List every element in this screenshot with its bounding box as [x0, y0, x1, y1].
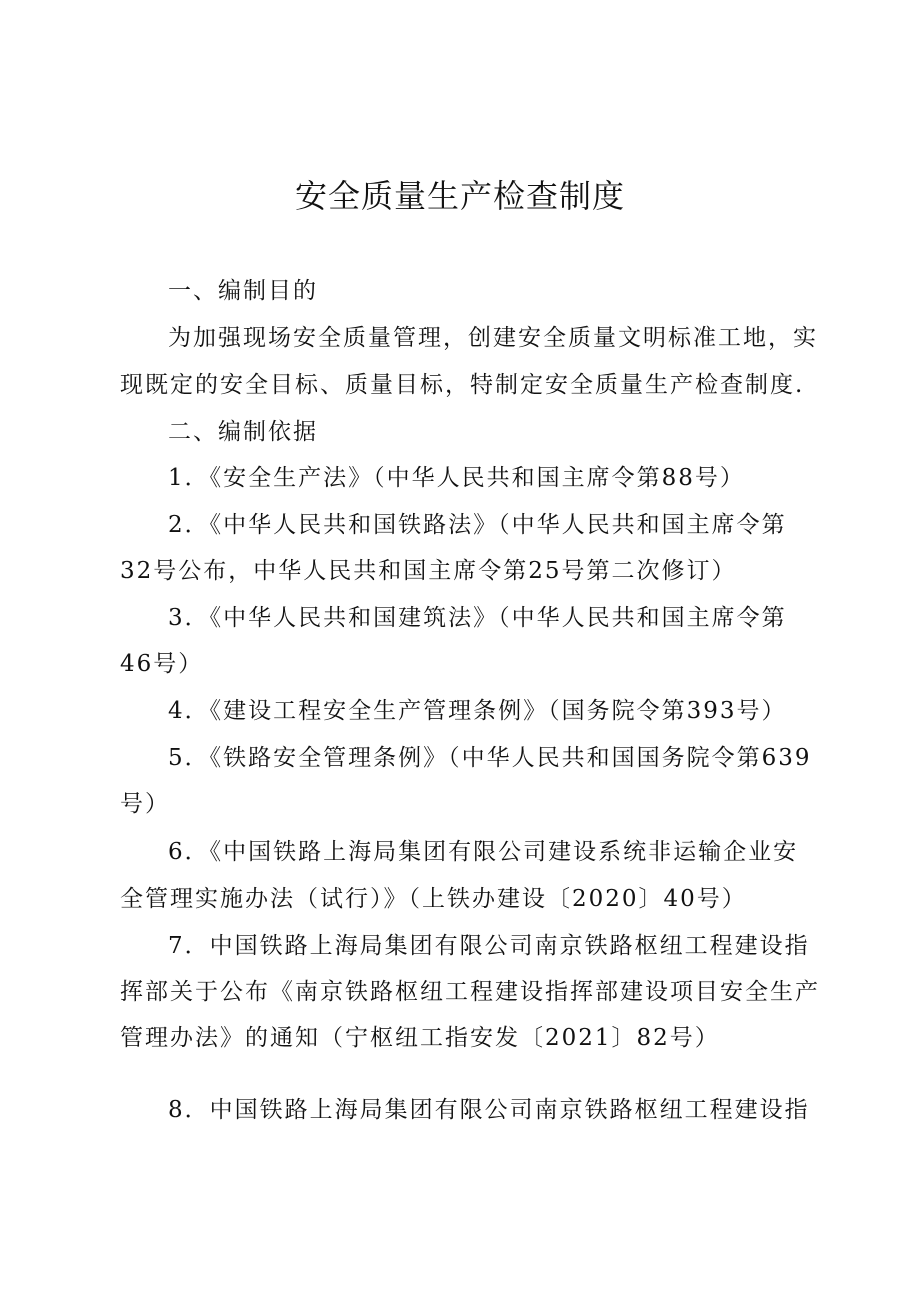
basis-item-7-continued: 挥部关于公布《南京铁路枢纽工程建设指挥部建设项目安全生产 [120, 979, 820, 1005]
basis-item-7-continued: 管理办法》的通知（宁枢纽工指安发〔2021〕82号） [120, 1025, 720, 1051]
basis-item-4: 4．《建设工程安全生产管理条例》（国务院令第393号） [168, 698, 787, 724]
basis-item-1: 1．《安全生产法》（中华人民共和国主席令第88号） [168, 465, 745, 491]
basis-item-2-continued: 32号公布，中华人民共和国主席令第25号第二次修订） [120, 558, 737, 584]
basis-item-5-continued: 号） [120, 791, 170, 817]
basis-item-3: 3．《中华人民共和国建筑法》（中华人民共和国主席令第 [168, 605, 787, 631]
basis-item-5: 5．《铁路安全管理条例》（中华人民共和国国务院令第639 [168, 745, 812, 771]
basis-item-3-continued: 46号） [120, 651, 204, 677]
section-heading-basis: 二、编制依据 [168, 419, 318, 445]
basis-item-7: 7．中国铁路上海局集团有限公司南京铁路枢纽工程建设指 [168, 933, 810, 959]
document-title: 安全质量生产检查制度 [294, 177, 625, 215]
purpose-paragraph-line: 为加强现场安全质量管理，创建安全质量文明标准工地，实 [168, 325, 818, 351]
purpose-paragraph-line: 现既定的安全目标、质量目标，特制定安全质量生产检查制度. [120, 372, 805, 398]
section-heading-purpose: 一、编制目的 [168, 278, 318, 304]
basis-item-8: 8．中国铁路上海局集团有限公司南京铁路枢纽工程建设指 [168, 1097, 810, 1123]
basis-item-6: 6．《中国铁路上海局集团有限公司建设系统非运输企业安 [168, 839, 799, 865]
basis-item-2: 2．《中华人民共和国铁路法》（中华人民共和国主席令第 [168, 512, 787, 538]
basis-item-6-continued: 全管理实施办法（试行）》（上铁办建设〔2020〕40号） [120, 886, 747, 912]
